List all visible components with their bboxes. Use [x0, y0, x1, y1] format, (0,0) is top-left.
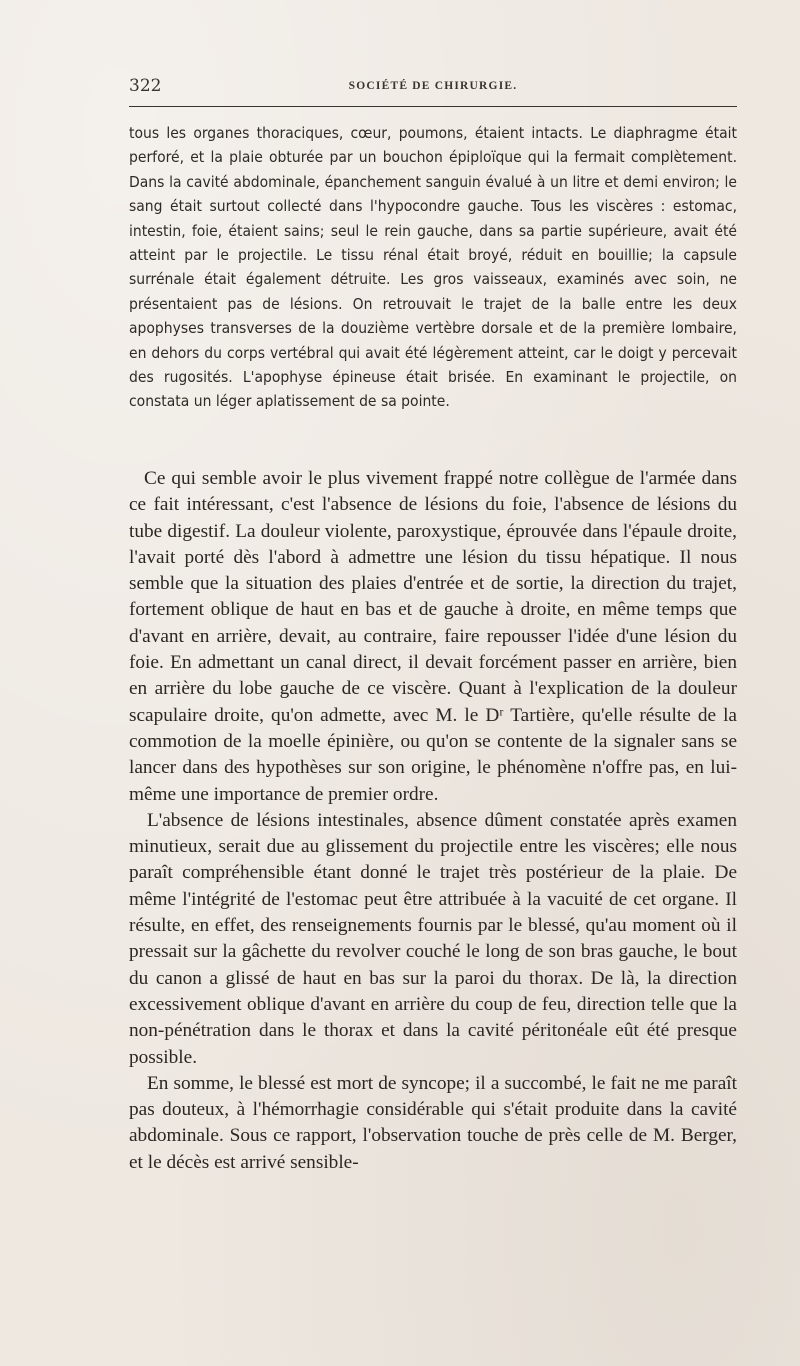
commentary-block — [129, 466, 737, 1176]
commentary-paragraph-1: Ce qui semble avoir le plus vivement frappé notre collègue de l'armée dans ce fait intéressant, c'est l'absence de lésions du foie, l'absence de lésions du tube digestif. La douleur violente, paroxystique, éprouvée dans l'épaule droite, l'avait porté dès l'abord à admettre une lésion du tissu hépatique. Il nous semble que la situation des plaies d'entrée et de sortie, la direction du trajet, fortement oblique de haut en bas et de gauche à droite, en même temps que d'avant en arrière, devait, au contraire, faire repousser l'idée d'une lésion du foie. En admettant un canal direct, il devait forcément passer en arrière, bien en arrière du lobe gauche de ce viscère. Quant à l'explication de la douleur scapulaire droite, qu'on admette, avec M. le Dʳ Tartière, qu'elle résulte de la commotion de la moelle épinière, ou qu'on se contente de la signaler sans se lancer dans des hypothèses sur son origine, le phénomène n'offre pas, en lui-même une importance de premier ordre. — [129, 468, 737, 805]
header-rule — [129, 106, 737, 107]
page-number: 322 — [129, 76, 162, 96]
commentary-paragraph-3: En somme, le blessé est mort de syncope; il a succombé, le fait ne me paraît pas douteux, à l'hémorrhagie considérable qui s'était produite dans la cavité abdominale. Sous ce rapport, l'observation touche de près celle de M. Berger, et le décès est arrivé sensible- — [129, 1072, 737, 1173]
running-title: SOCIÉTÉ DE CHIRURGIE. — [348, 80, 518, 92]
case-report-paragraph: tous les organes thoraciques, cœur, poumons, étaient intacts. Le diaphragme était perforé, et la plaie obturée par un bouchon épiploïque qui la fermait complètement. Dans la cavité abdominale, épanchement sanguin évalué à un litre et demi environ; le sang était surtout collecté dans l'hypocondre gauche. Tous les viscères : estomac, intestin, foie, étaient sains; seul le rein gauche, dans sa partie supérieure, avait été atteint par le projectile. Le tissu rénal était broyé, réduit en bouillie; la capsule surrénale était également détruite. Les gros vaisseaux, examinés avec soin, ne présentaient pas de lésions. On retrouvait le trajet de la balle entre les deux apophyses transverses de la douzième vertèbre dorsale et de la première lombaire, en dehors du corps vertébral qui avait été légèrement atteint, car le doigt y percevait des rugosités. L'apophyse épineuse était brisée. En examinant le projectile, on constata un léger aplatissement de sa pointe. — [129, 124, 737, 411]
case-report-block — [129, 121, 737, 414]
page-header — [129, 76, 737, 102]
commentary-paragraph-2: L'absence de lésions intestinales, absence dûment constatée après examen minutieux, serait due au glissement du projectile entre les viscères; elle nous paraît compréhensible étant donné le trajet très postérieur de la plaie. De même l'intégrité de l'estomac peut être attribuée à la vacuité de cet organe. Il résulte, en effet, des renseignements fournis par le blessé, qu'au moment où il pressait sur la gâchette du revolver couché le long de son bras gauche, le bout du canon a glissé de haut en bas sur la paroi du thorax. De là, la direction excessivement oblique d'avant en arrière du coup de feu, direction telle que la non-pénétration dans le thorax et dans la cavité péritonéale eût été presque possible. — [129, 809, 737, 1068]
